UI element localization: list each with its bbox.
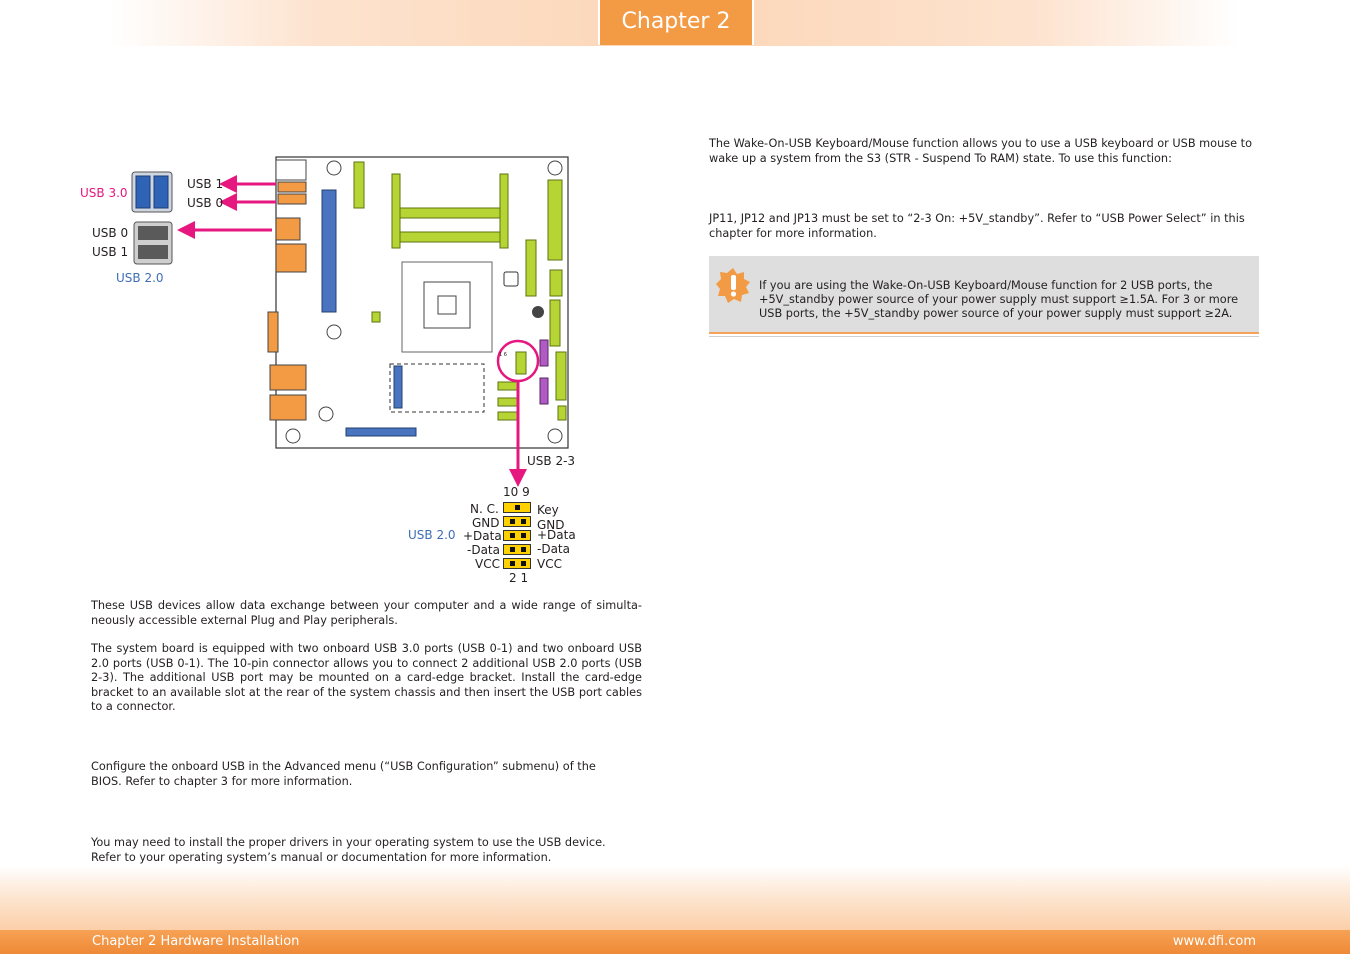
right-pin-4: -Data <box>537 542 570 556</box>
usb-intro-paragraph: These USB devices allow data exchange between your computer and a wide range of simulta-neously accessible external Plug and Play peripherals. <box>91 599 642 627</box>
note-text: If you are using the Wake-On-USB Keyboard/Mouse function for 2 USB ports, the +5V_standby power source of your power supply must support ≥1.5A. For 3 or more USB ports, the +5V_standby power source of your power supply must support ≥2A. <box>759 279 1239 320</box>
wake-usb-paragraph: The Wake-On-USB Keyboard/Mouse function allows you to use a USB keyboard or USB mouse to wake up a system from the S3 (STR - Suspend To RAM) state. To use this function: <box>709 137 1252 165</box>
divider <box>709 336 1259 337</box>
usb1-bottom-label: USB 1 <box>92 245 129 259</box>
usb0-top-label: USB 0 <box>187 196 224 210</box>
right-pin-5: VCC <box>537 557 562 571</box>
left-pin-5: VCC <box>475 557 500 571</box>
pin-bottom-label: 2 1 <box>509 571 529 585</box>
usb23-label: USB 2-3 <box>527 454 576 468</box>
left-pin-4: -Data <box>467 543 500 557</box>
jumper-label: 1 6 <box>499 352 507 358</box>
left-pin-2: GND <box>472 516 500 530</box>
right-pin-2: GND <box>537 518 565 532</box>
usb0-bottom-label: USB 0 <box>92 226 129 240</box>
usb20-rear-label: USB 2.0 <box>116 271 164 285</box>
left-pin-3: +Data <box>463 529 502 543</box>
footer-chapter-title: Chapter 2 Hardware Installation <box>92 934 300 949</box>
chapter-tab: Chapter 2 <box>598 0 754 45</box>
usb30-port-icon <box>132 172 172 212</box>
pin-top-label: 10 9 <box>503 485 530 499</box>
footer-band <box>0 866 1350 930</box>
usb20-port-icon <box>134 222 172 264</box>
usb-ports-paragraph: The system board is equipped with two onboard USB 3.0 ports (USB 0-1) and two onboard USB 2.0 ports (USB 0-1). The 10-pin connector allows you to connect 2 additional USB 2.0 ports (USB 2-3). The additional USB port may be mounted on a card-edge bracket. Install the card-edge bracket to an available slot at the rear of the system chassis and then insert the USB port cables to a connector. <box>91 642 642 713</box>
drivers-paragraph: You may need to install the proper drivers in your operating system to use the USB device. Refer to your operating system’s manual or documentation for more information. <box>91 836 606 864</box>
usb20-header-label: USB 2.0 <box>408 528 456 542</box>
jumper-paragraph: JP11, JP12 and JP13 must be set to “2-3 On: +5V_standby”. Refer to “USB Power Select” in this chapter for more information. <box>709 212 1245 240</box>
right-pin-1: Key <box>537 503 559 517</box>
right-pin-3: +Data <box>537 528 576 542</box>
left-pin-1: N. C. <box>470 502 499 516</box>
warning-icon <box>716 267 750 303</box>
bios-paragraph: Configure the onboard USB in the Advanced menu (“USB Configuration” submenu) of the BIOS. Refer to chapter 3 for more information. <box>91 760 596 788</box>
usb30-label: USB 3.0 <box>80 186 128 200</box>
usb1-top-label: USB 1 <box>187 177 224 191</box>
footer-website-link[interactable]: www.dfi.com <box>1172 934 1256 949</box>
